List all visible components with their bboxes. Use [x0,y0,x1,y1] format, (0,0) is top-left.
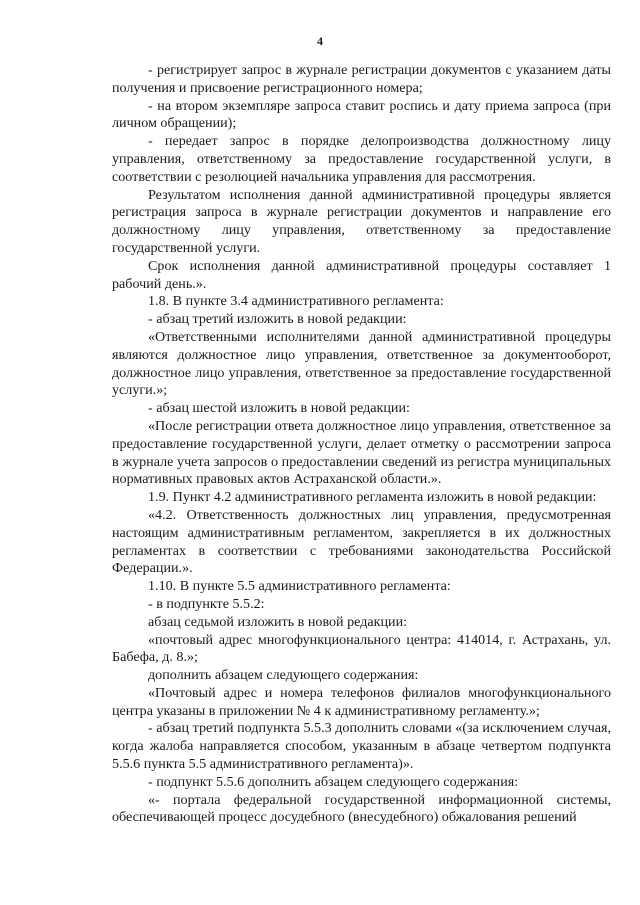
paragraph-postal-address: «почтовый адрес многофункционального центра: 414014, г. Астрахань, ул. Бабефа, д. 8.»; [112,631,611,666]
paragraph-seventh-abzac: абзац седьмой изложить в новой редакции: [148,613,408,630]
paragraph-item-1-10: 1.10. В пункте 5.5 административного регламента: [148,578,451,595]
paragraph-responsibility-4-2: «4.2. Ответственность должностных лиц управления, предусмотренная настоящим административным регламентом, закрепляется в их должностных регламентах в соответствии с требованиями законодательства Российской Федерации.». [112,506,611,577]
paragraph-registers-request: - регистрирует запрос в журнале регистрации документов с указанием даты получения и присвоение регистрационного номера; [112,62,611,96]
paragraph-procedure-result: Результатом исполнения данной административной процедуры является регистрация запроса в журнале регистрации документов и направление его должностному лицу управления, ответственному за предоставление государственной услуги. [112,186,611,256]
paragraph-forwards-request: - передает запрос в порядке делопроизводства должностному лицу управления, ответственному за предоставление государственной услуги, в соответствии с резолюцией начальника управления для рассмотрения. [112,133,611,185]
paragraph-subitem-5-5-6: - подпункт 5.5.6 дополнить абзацем следующего содержания: [148,773,519,790]
paragraph-signature-on-copy: - на втором экземпляре запроса ставит роспись и дату приема запроса (при личном обращении); [112,97,611,132]
paragraph-federal-portal: «- портала федеральной государственной информационной системы, обеспечивающей процесс досудебного (внесудебного) обжалования решений [112,791,611,826]
paragraph-item-1-8: 1.8. В пункте 3.4 административного регламента: [148,293,444,310]
paragraph-subitem-5-5-2: - в подпункте 5.5.2: [148,595,265,612]
paragraph-after-registration: «После регистрации ответа должностное лицо управления, ответственное за предоставление государственной услуги, делает отметку о рассмотрении запроса в журнале учета запросов о предоставлении сведений из регистра муниципальных нормативных правовых актов Астраханской области.». [112,417,611,488]
paragraph-subitem-5-5-3: - абзац третий подпункта 5.5.3 дополнить словами «(за исключением случая, когда жалоба направляется способом, указанным в абзаце четвертом подпункта 5.5.6 пункта 5.5 административного регламента)». [112,720,611,773]
paragraph-branches-address: «Почтовый адрес и номера телефонов филиалов многофункционального центра указаны в приложении № 4 к административному регламенту.»; [112,684,611,719]
page-number: 4 [317,34,323,48]
paragraph-procedure-term: Срок исполнения данной административной процедуры составляет 1 рабочий день.». [112,257,611,292]
paragraph-responsible-executors: «Ответственными исполнителями данной административной процедуры являются должностное лицо управления, ответственное за документооборот, должностное лицо управления, ответственное за предоставление государственной услуги.»; [112,328,611,399]
paragraph-item-1-9: 1.9. Пункт 4.2 административного регламента изложить в новой редакции: [148,489,597,506]
paragraph-add-abzac: дополнить абзацем следующего содержания: [148,667,419,684]
paragraph-third-abzac: - абзац третий изложить в новой редакции: [148,311,407,328]
paragraph-sixth-abzac: - абзац шестой изложить в новой редакции: [148,400,410,417]
document-body [112,62,611,827]
